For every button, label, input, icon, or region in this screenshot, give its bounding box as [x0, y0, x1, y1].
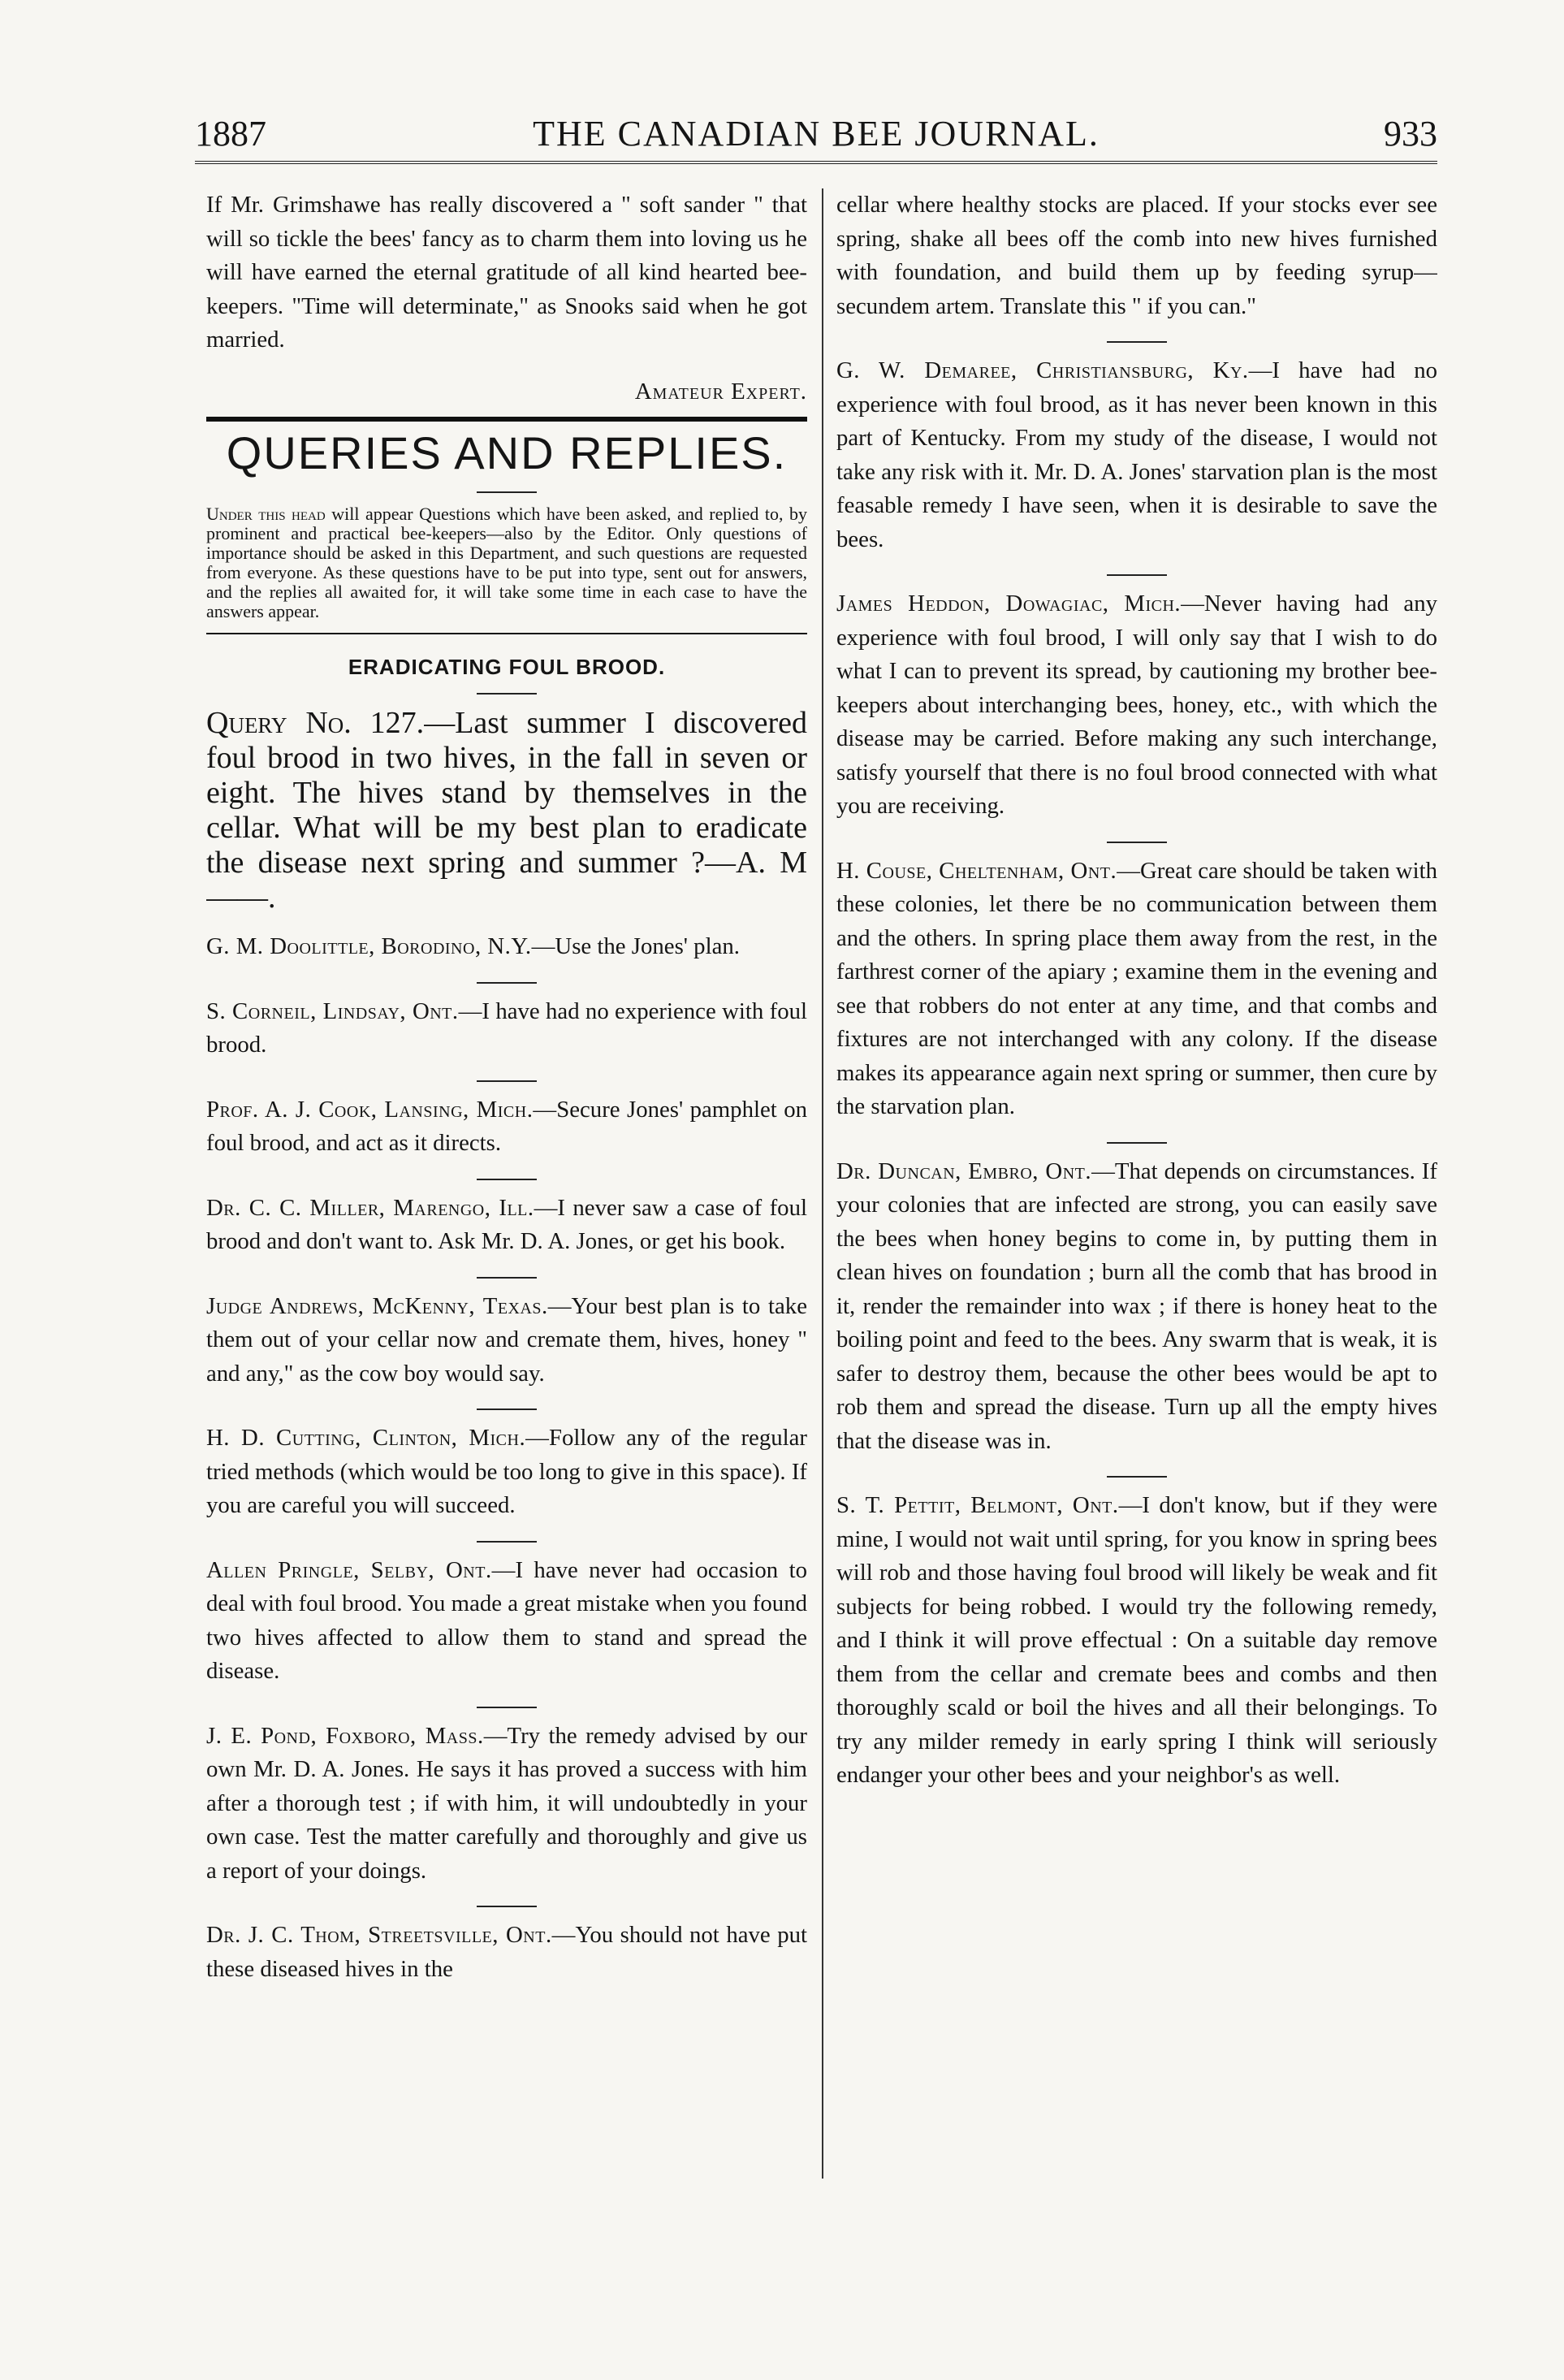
reply-author: James Heddon, Dowagiac, Mich.: [836, 591, 1182, 617]
note-lead: Under this head: [206, 504, 326, 524]
reply-author: G. W. Demaree, Christiansburg, Ky.: [836, 357, 1249, 383]
reply-paragraph: [836, 354, 1437, 556]
journal-title: THE CANADIAN BEE JOURNAL.: [533, 114, 1100, 154]
reply-text: —I have had no experience with foul brood.: [206, 997, 807, 1058]
short-rule: [477, 693, 537, 695]
reply-separator: [1107, 341, 1167, 343]
reply-paragraph: [836, 1155, 1437, 1459]
page-number: 933: [1384, 114, 1437, 154]
reply-text: —Great care should be taken with these colonies, let there be no communication between them and the others. In spring place them away from the rest, in the farthrest corner of the apiary ; examine them in the evening and see that robbers do not enter at any time, and that combs and fixtures are not interchanged with any colony. If the disease makes its appearance again next spring or summer, then cure by the starvation plan.: [836, 857, 1437, 1119]
reply-text: —You should not have put these diseased hives in the: [206, 1922, 807, 1982]
reply-paragraph: [836, 587, 1437, 824]
reply-paragraph: [836, 855, 1437, 1124]
intro-signature: Amateur Expert.: [634, 378, 807, 405]
query-subheading: ERADICATING FOUL BROOD.: [348, 655, 666, 679]
reply-separator: [477, 1277, 537, 1279]
reply-paragraph: [206, 1554, 807, 1689]
note-text: will appear Questions which have been asked, and replied to, by prominent and practical bee-keepers—also by the Editor. Only questions of importance should be asked in this Department, and such questions are requested from everyone. As these questions have to be put into type, sent out for answers, and the replies all awaited for, it will take some time in each case to have the answers appear.: [206, 504, 807, 621]
reply-author: Allen Pringle, Selby, Ont.: [206, 1556, 492, 1583]
reply-author: Dr. C. C. Miller, Marengo, Ill.: [206, 1194, 534, 1221]
reply-author: H. Couse, Cheltenham, Ont.: [836, 857, 1117, 884]
section-note: [206, 504, 807, 621]
right-replies: [836, 188, 1437, 1793]
header-rule: [195, 161, 1437, 167]
reply-paragraph: [836, 188, 1437, 323]
intro-paragraph: If Mr. Grimshawe has really discovered a " soft sander " that will so tickle the bees' fancy as to charm them into loving us he will have earned the eternal gratitude of all kind hearted bee-keepers. "Time will determinate," as Snooks said when he got married.: [206, 192, 807, 353]
reply-separator: [477, 1707, 537, 1708]
header-year: 1887: [195, 114, 266, 154]
reply-author: H. D. Cutting, Clinton, Mich.: [206, 1425, 526, 1451]
reply-separator: [477, 1179, 537, 1180]
reply-author: S. T. Pettit, Belmont, Ont.: [836, 1492, 1119, 1518]
reply-separator: [477, 1080, 537, 1082]
reply-paragraph: [206, 1422, 807, 1523]
query-paragraph: [206, 706, 807, 915]
reply-paragraph: [206, 995, 807, 1062]
reply-text: —Secure Jones' pamphlet on foul brood, and act as it directs.: [206, 1096, 807, 1156]
reply-author: Dr. J. C. Thom, Streetsville, Ont.: [206, 1922, 552, 1948]
page-header: [195, 110, 1437, 158]
reply-text: —I have had no experience with foul brood, as it has never been known in this part of Kentucky. From my study of the disease, I would not take any risk with it. Mr. D. A. Jones' starvation plan is the most feasable remedy I have seen, when it is desirable to save the bees.: [836, 357, 1437, 552]
reply-text: —Use the Jones' plan.: [531, 933, 740, 959]
reply-text: —I have never had occasion to deal with foul brood. You made a great mistake when you found two hives affected to allow them to stand and spread the disease.: [206, 1556, 807, 1684]
section-title: QUERIES AND REPLIES.: [226, 427, 788, 478]
query-text: —Last summer I discovered foul brood in two hives, in the fall in seven or eight. The hives stand by themselves in the cellar. What will be my best plan to eradicate the disease next spring and summer ?—A. M——.: [206, 706, 807, 915]
reply-paragraph: [206, 930, 807, 964]
column-divider: [822, 188, 823, 2179]
left-replies: [206, 930, 807, 1986]
reply-paragraph: [206, 1093, 807, 1161]
reply-author: G. M. Doolittle, Borodino, N.Y.: [206, 933, 532, 959]
reply-text: —That depends on circumstances. If your colonies that are infected are strong, you can easily save the bees when honey begins to come in, by putting them in clean hives on foundation ; burn all the comb that has brood in it, render the remainder into wax ; if there is honey heat to the boiling point and feed to the bees. Any swarm that is weak, it is safer to destroy them, because the other bees would be apt to rob them and spread the disease. Turn up all the empty hives that the disease was in.: [836, 1158, 1437, 1454]
reply-text: —I never saw a case of foul brood and don't want to. Ask Mr. D. A. Jones, or get his book.: [206, 1194, 807, 1254]
reply-text: —Follow any of the regular tried methods (which would be too long to give in this space). If you are careful you will succeed.: [206, 1425, 807, 1518]
reply-separator: [477, 1906, 537, 1907]
reply-author: J. E. Pond, Foxboro, Mass.: [206, 1722, 484, 1749]
reply-text: cellar where healthy stocks are placed. If your stocks ever see spring, shake all bees off the comb into new hives furnished with foundation, and build them up by feeding syrup—secundem artem. Translate this " if you can.": [836, 192, 1437, 319]
short-rule: [477, 491, 537, 493]
right-column: [836, 188, 1437, 2252]
reply-separator: [1107, 842, 1167, 843]
section-rule: [206, 417, 807, 422]
reply-author: Judge Andrews, McKenny, Texas.: [206, 1292, 548, 1319]
reply-separator: [1107, 1142, 1167, 1144]
reply-text: —Try the remedy advised by our own Mr. D. A. Jones. He says it has proved a success with him after a thorough test ; if with him, it will undoubtedly in your own case. Test the matter carefully and thoroughly and give us a report of your doings.: [206, 1722, 807, 1884]
reply-author: S. Corneil, Lindsay, Ont.: [206, 997, 459, 1024]
note-rule: [206, 633, 807, 634]
reply-author: Dr. Duncan, Embro, Ont.: [836, 1158, 1092, 1184]
reply-paragraph: [836, 1489, 1437, 1793]
reply-text: —Your best plan is to take them out of your cellar now and cremate them, hives, honey " and any," as the cow boy would say.: [206, 1292, 807, 1387]
reply-paragraph: [206, 1720, 807, 1889]
reply-paragraph: [206, 1919, 807, 1986]
reply-separator: [477, 1541, 537, 1543]
reply-separator: [477, 1409, 537, 1410]
query-label: Query No. 127.: [206, 706, 425, 740]
reply-separator: [1107, 1476, 1167, 1478]
reply-text: —I don't know, but if they were mine, I would not wait until spring, for you know in spring bees will rob and those having foul brood will likely be weak and fit subjects for being robbed. I would try the following remedy, and I think it will prove effectual : On a suitable day remove them from the cellar and cremate bees and combs and then thoroughly scald or boil the hives and all their belongings. To try any milder remedy in early spring I think will seriously endanger your other bees and your neighbor's as well.: [836, 1492, 1437, 1788]
reply-paragraph: [206, 1290, 807, 1391]
reply-text: —Never having had any experience with foul brood, I will only say that I wish to do what I can to prevent its spread, by cautioning my brother bee-keepers about interchanging bees, honey, etc., with which the disease may be carried. Before making any such interchange, satisfy yourself that there is no foul brood connected with what you are receiving.: [836, 591, 1437, 819]
reply-paragraph: [206, 1192, 807, 1259]
reply-separator: [1107, 574, 1167, 576]
left-column: [206, 188, 807, 2252]
reply-author: Prof. A. J. Cook, Lansing, Mich.: [206, 1096, 534, 1123]
reply-separator: [477, 982, 537, 984]
